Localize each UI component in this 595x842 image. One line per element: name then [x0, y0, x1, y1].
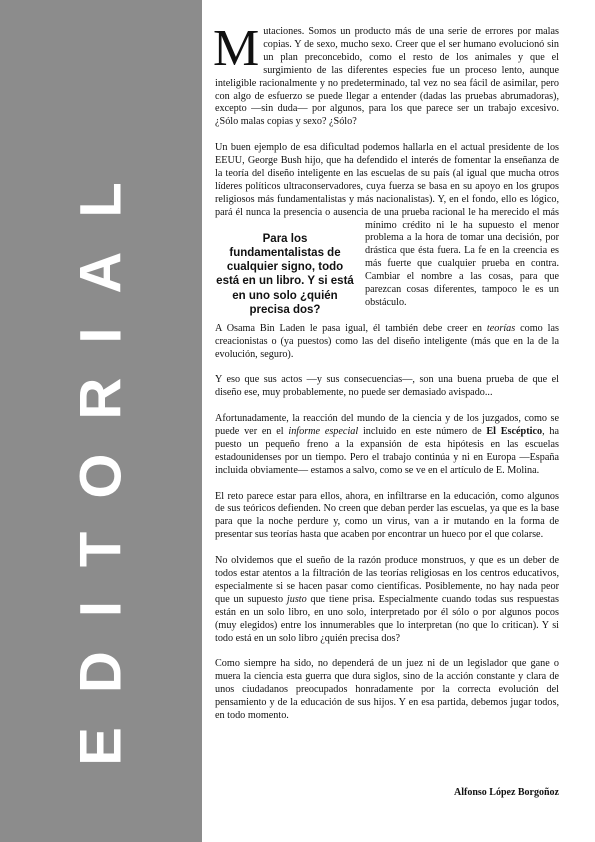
author-signature: Alfonso López Borgoñoz: [454, 787, 559, 798]
sidebar-band: [0, 0, 202, 842]
paragraph-6: El reto parece estar para ellos, ahora, en infiltrarse en la educación, como algunos de sus teóricos defienden. No creen que deban perder las escuelas, ya que es la base para que la noche perdure y, como un virus, van a ir mutando en la forma de presentar sus teorías hasta que acaben por encontrar un hueco por el que colarse.: [215, 490, 559, 541]
paragraph-8: Como siempre ha sido, no dependerá de un juez ni de un legislador que gane o muera la ciencia esta guerra que dura siglos, sino de la acción constante y clara de unos ciudadanos preocupados honradamente por la correcta evolución del pensamiento y de la educación de sus hijos. Y en esa partida, debemos jugar todos, en todo momento.: [215, 658, 559, 721]
paragraph-4: Y eso que sus actos —y sus consecuencias—, son una buena prueba de que el diseño ese, muy probablemente, no puede ser demasiado avispado...: [215, 374, 559, 399]
paragraph-2-part-a: Un buen ejemplo de esa dificultad podemos hallarla en el actual presidente de los EEUU, George Bush hijo, que ha defendido el interés de fomentar la enseñanza de la teoría del diseño inteligente en las escuelas de su país (al igual que mucha otros líderes políticos ultraconservadores, cuya fuerza se basa en su apoyo en los grupos religiosos más fundamentalistas y más nacionalistas). Y, en el fondo, ello es lógico, pará él nunca la presencia o ausencia de una prueba racional le ha merecido el más mínimo crédito ni le ha supuesto el menor: [215, 142, 559, 231]
paragraph-1: Mutaciones. Somos un producto más de una serie de errores por malas copias. Y de sexo, mucho sexo. Creer que el ser humano evolucionó sin un plan preconcebido, como el resto de los animales y que el surgimiento de las diferentes especies fue un proceso lento, aunque inteligible racionalmente y no predeterminado, tal vez no sea fácil de asimilar, pero con algo de esfuerzo se puede llegar a entender (dadas las pruebas abrumadoras), excepto —sin duda— por algunos, para los que parece ser un trabajo excesivo. ¿Sólo malas copias y sexo? ¿Sólo?: [213, 20, 559, 128]
paragraph-2: [215, 142, 559, 317]
editorial-article: [213, 20, 560, 736]
paragraph-5: Afortunadamente, la reacción del mundo de la ciencia y de los juzgados, como se puede ver en el informe especial incluido en este número de El Escéptico, ha puesto un pequeño freno a la expansión de esta hipótesis en las escuelas estadounidenses por un tiempo. Pero el trabajo continúa y ni en Europa —España incluida obviamente— estamos a salvo, como se ve en el artículo de E. Molina.: [215, 413, 559, 476]
pull-quote: Para los fundamentalistas de cualquier signo, todo está en un libro. Y si está en uno solo ¿quién precisa dos?: [216, 232, 354, 317]
section-title: EDITORIAL: [68, 148, 134, 766]
paragraph-7: No olvidemos que el sueño de la razón produce monstruos, y que es un deber de todos estar atentos a la filtración de las teorías religiosas en los centros educativos, especialmente si se hacen pasar como científicas. Posiblemente, no hay nada peor que un supuesto justo que tiene prisa. Especialmente cuando todas sus respuestas están en un solo libro, en uno solo, interpretado por él sólo o por algunos pocos (muy elegidos) entre los innumerables que lo interpretan (no que lo critican). Y si todo está en un solo libro ¿quién precisa dos?: [215, 555, 559, 644]
paragraph-3: A Osama Bin Laden le pasa igual, él también debe creer en teorías como las creacionistas o (ya puestos) como las del diseño inteligente (más que en la de la evolución, seguro).: [215, 322, 560, 360]
paragraph-2-part-b: problema a la hora de tomar una decisión, por drástica que ésta fuera. La fe en la creencia es más fuerte que cualquier prueba en contra. Cambiar el nombre a las cosas, para que parezcan cosas diferentes, tampoco le es un obstáculo.: [365, 232, 559, 309]
drop-cap: M: [213, 20, 260, 77]
